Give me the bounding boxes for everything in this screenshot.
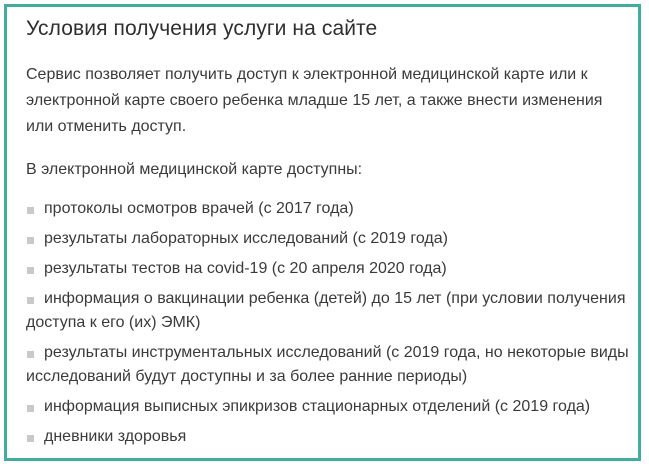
square-bullet-icon <box>27 435 34 442</box>
list-item-text: протоколы осмотров врачей (с 2017 года) <box>44 200 354 217</box>
list-item <box>26 197 631 221</box>
list-item-text: результаты лабораторных исследований (с 2019 года) <box>44 230 448 247</box>
available-items-list <box>26 197 631 455</box>
square-bullet-icon <box>27 405 34 412</box>
list-item-text: результаты тестов на covid-19 (с 20 апреля 2020 года) <box>44 260 447 277</box>
square-bullet-icon <box>27 267 34 274</box>
square-bullet-icon <box>27 297 34 304</box>
list-item <box>26 395 631 419</box>
intro-paragraph: Сервис позволяет получить доступ к электронной медицинской карте или к электронной карте своего ребенка младше 15 лет, а также внести изменения или отменить доступ. <box>26 66 603 135</box>
square-bullet-icon <box>27 207 34 214</box>
available-heading: В электронной медицинской карте доступны: <box>26 161 363 178</box>
list-item <box>26 227 631 251</box>
list-item-text: информация выписных эпикризов стационарных отделений (с 2019 года) <box>44 398 591 415</box>
list-item <box>26 287 631 335</box>
panel-title: Условия получения услуги на сайте <box>26 17 378 40</box>
list-item-text: дневники здоровья <box>44 428 187 445</box>
service-conditions-panel <box>4 4 641 461</box>
square-bullet-icon <box>27 351 34 358</box>
list-item-text: информация о вакцинации ребенка (детей) до 15 лет (при условии получения доступа к его (их) ЭМК) <box>26 290 626 331</box>
list-item <box>26 257 631 281</box>
list-item <box>26 341 631 389</box>
square-bullet-icon <box>27 237 34 244</box>
list-item-text: результаты инструментальных исследований (с 2019 года, но некоторые виды исследований будут доступны и за более ранние периоды) <box>26 344 629 385</box>
list-item <box>26 425 631 449</box>
